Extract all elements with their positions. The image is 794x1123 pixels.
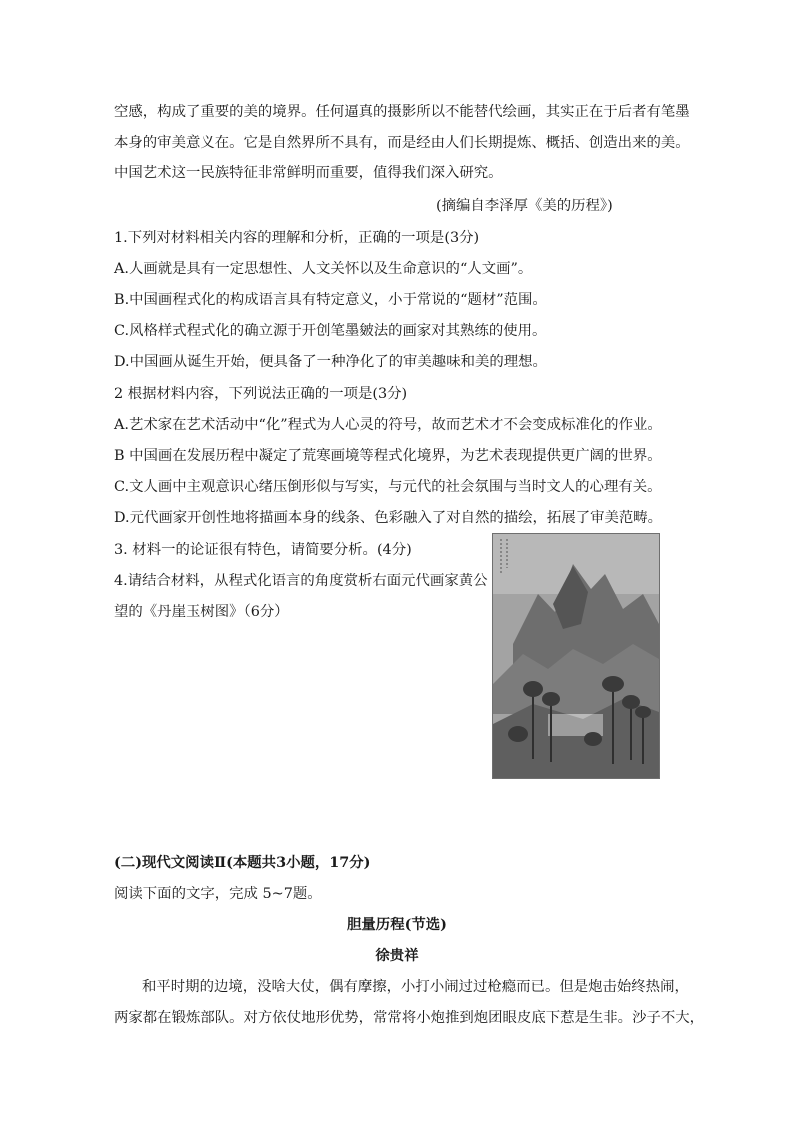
passage-line-1: 空感，构成了重要的美的境界。任何逼真的摄影所以不能替代绘画，其实正在于后者有笔墨 (114, 104, 690, 120)
question-2-option-a: A.艺术家在艺术活动中“化”程式为人心灵的符号，故而艺术才不会变成标准化的作业。 (114, 417, 662, 433)
story-author: 徐贵祥 (375, 947, 419, 964)
question-2-option-b: B 中国画在发展历程中凝定了荒寒画境等程式化境界，为艺术表现提供更广阔的世界。 (114, 448, 662, 464)
question-1-stem: 1.下列对材料相关内容的理解和分析，正确的一项是(3分) (114, 230, 480, 246)
story-paragraph-line-1: 和平时期的边境，没啥大仗，偶有摩擦，小打小闹过过枪瘾而已。但是炮击始终热闹， (142, 979, 689, 995)
section-2-heading: (二)现代文阅读Ⅱ(本题共3小题，17分) (114, 854, 371, 871)
question-1-option-b: B.中国画程式化的构成语言具有特定意义，小于常说的“题材”范围。 (114, 292, 547, 308)
passage-line-2: 本身的审美意义在。它是自然界所不具有，而是经由人们长期提炼、概括、创造出来的美。 (114, 135, 690, 151)
story-title: 胆量历程(节选) (347, 916, 447, 933)
question-4-line-1: 4.请结合材料，从程式化语言的角度赏析右面元代画家黄公 (114, 573, 488, 589)
question-4-line-2: 望的《丹崖玉树图》（6分） (114, 604, 289, 620)
story-paragraph-line-2: 两家都在锻炼部队。对方依仗地形优势，常常将小炮推到炮团眼皮底下惹是生非。沙子不大， (114, 1010, 705, 1026)
landscape-painting (492, 533, 660, 779)
section-2-instruction: 阅读下面的文字，完成 5~7题。 (114, 886, 322, 902)
question-1-option-a: A.人画就是具有一定思想性、人文关怀以及生命意识的“人文画”。 (114, 261, 533, 277)
passage-line-3: 中国艺术这一民族特征非常鲜明而重要，值得我们深入研究。 (114, 165, 503, 181)
question-2-option-d: D.元代画家开创性地将描画本身的线条、色彩融入了对自然的描绘，拓展了审美范畴。 (114, 510, 663, 526)
question-1-option-c: C.风格样式程式化的确立源于开创笔墨皴法的画家对其熟练的使用。 (114, 323, 547, 339)
question-3: 3. 材料一的论证很有特色，请简要分析。(4分) (114, 542, 412, 558)
source-citation: (摘编自李泽厚《美的历程》) (436, 198, 613, 214)
question-2-stem: 2 根据材料内容，下列说法正确的一项是(3分) (114, 386, 408, 402)
question-1-option-d: D.中国画从诞生开始，便具备了一种净化了的审美趣味和美的理想。 (114, 354, 547, 370)
question-2-option-c: C.文人画中主观意识心绪压倒形似与写实，与元代的社会氛围与当时文人的心理有关。 (114, 479, 662, 495)
